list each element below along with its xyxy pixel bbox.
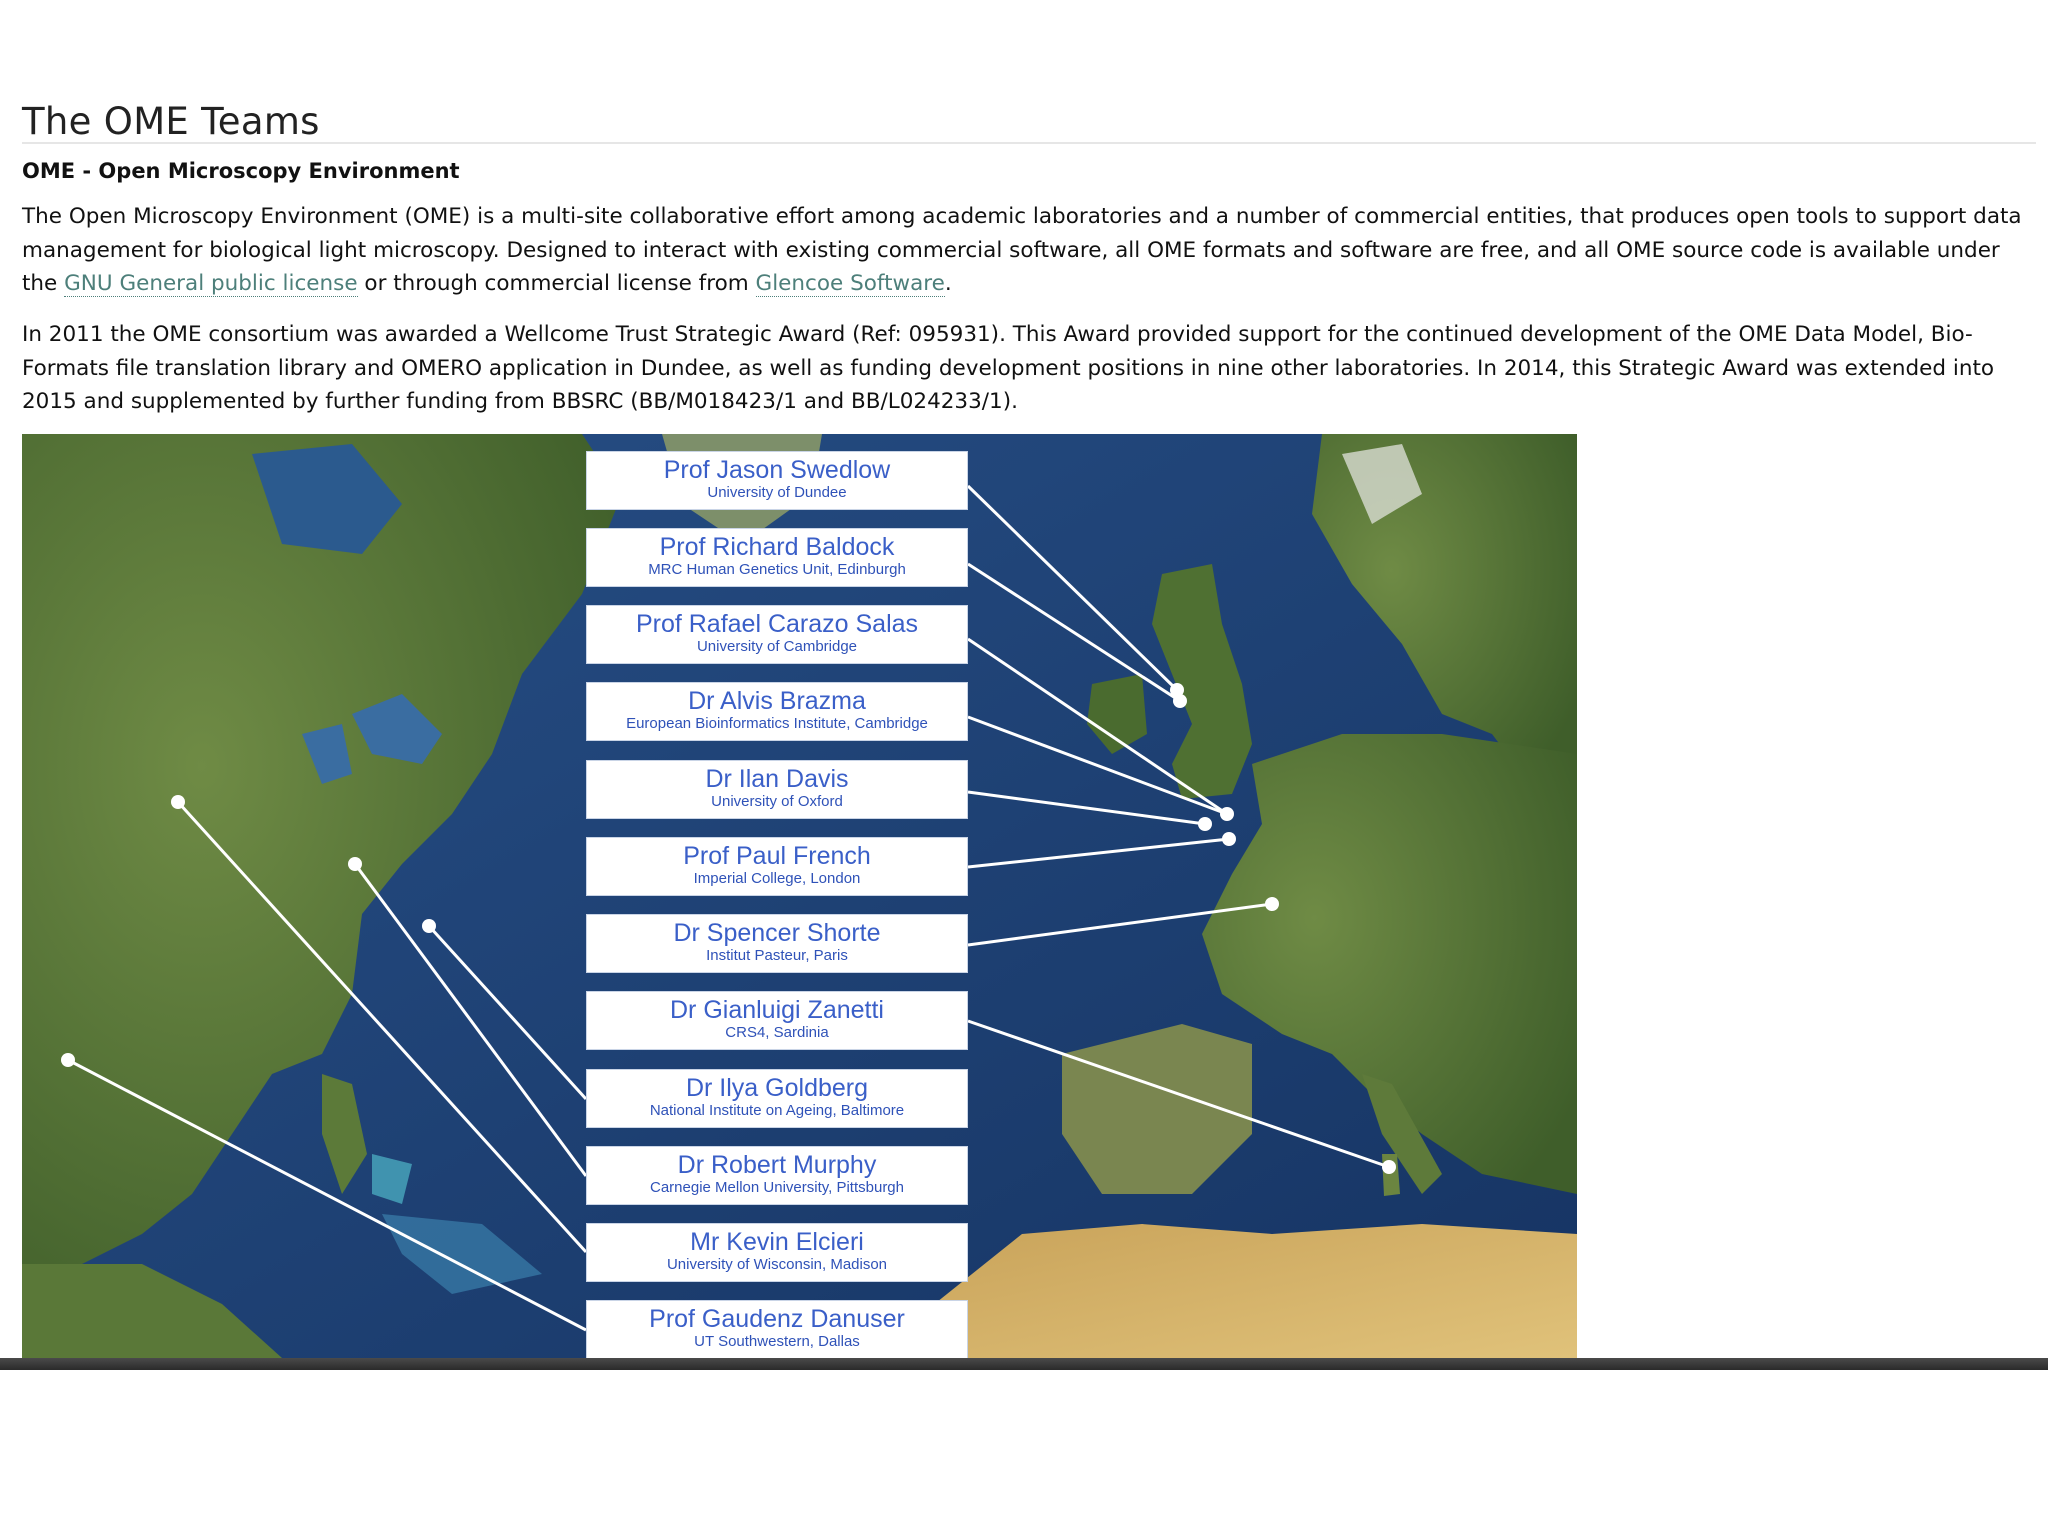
intro-text-3: . [944, 271, 952, 296]
dot-paris [1265, 897, 1279, 911]
member-institution: University of Oxford [711, 793, 843, 810]
intro-text-2: or through commercial license from [357, 271, 756, 296]
north-africa [922, 1224, 1577, 1358]
member-name: Dr Ilan Davis [705, 765, 849, 793]
member-institution: European Bioinformatics Institute, Cambridge [626, 715, 928, 732]
member-card-swedlow [586, 451, 968, 510]
member-institution: Imperial College, London [693, 870, 861, 887]
member-name: Prof Paul French [683, 842, 871, 870]
intro-text-1: The Open Microscopy Environment (OME) is a multi-site collaborative effort among academic laboratories and a number of commercial entities, that produces open tools to support data management for biological light microscopy. Designed to interact with existing commercial software, all OME formats and software are free, and all OME source code is available under the [22, 204, 2022, 296]
dot-cambridge [1220, 807, 1234, 821]
member-name: Dr Alvis Brazma [688, 687, 866, 715]
member-institution: UT Southwestern, Dallas [694, 1333, 860, 1350]
title-divider [22, 142, 2036, 144]
member-name: Dr Robert Murphy [677, 1151, 877, 1179]
member-institution: University of Wisconsin, Madison [666, 1256, 888, 1273]
bottom-toolbar-strip [0, 1358, 2048, 1370]
award-paragraph: In 2011 the OME consortium was awarded a Wellcome Trust Strategic Award (Ref: 095931). This Award provided support for the continued development of the OME Data Model, Bio-Formats file translation library and OMERO application in Dundee, as well as funding development positions in nine other laboratories. In 2014, this Strategic Award was extended into 2015 and supplemented by further funding from BBSRC (BB/M018423/1 and BB/L024233/1). [22, 322, 1995, 414]
member-name: Dr Ilya Goldberg [685, 1074, 869, 1102]
member-name: Mr Kevin Elcieri [690, 1228, 864, 1256]
member-card-brazma [586, 682, 968, 741]
member-card-french [586, 837, 968, 896]
member-card-davis [586, 760, 968, 819]
dot-sardinia [1382, 1160, 1396, 1174]
dot-madison [171, 795, 185, 809]
member-name: Prof Jason Swedlow [663, 456, 891, 484]
glencoe-software-link[interactable]: Glencoe Software [755, 271, 945, 296]
member-institution: MRC Human Genetics Unit, Edinburgh [648, 561, 906, 578]
member-name: Dr Gianluigi Zanetti [670, 996, 884, 1024]
member-card-murphy [586, 1146, 968, 1205]
member-card-baldock [586, 528, 968, 587]
dot-london [1222, 832, 1236, 846]
member-card-shorte [586, 914, 968, 973]
member-card-carazo-salas [586, 605, 968, 664]
member-name: Prof Rafael Carazo Salas [635, 610, 919, 638]
member-card-goldberg [586, 1069, 968, 1128]
gnu-license-link[interactable]: GNU General public license [64, 271, 358, 296]
member-card-zanetti [586, 991, 968, 1050]
dot-pittsburgh [348, 857, 362, 871]
member-name: Dr Spencer Shorte [673, 919, 881, 947]
member-institution: Institut Pasteur, Paris [706, 947, 848, 964]
member-institution: Carnegie Mellon University, Pittsburgh [650, 1179, 904, 1196]
member-institution: University of Dundee [707, 484, 847, 501]
member-institution: University of Cambridge [696, 638, 858, 655]
section-subtitle: OME - Open Microscopy Environment [22, 159, 460, 183]
dot-oxford [1198, 817, 1212, 831]
member-name: Prof Richard Baldock [659, 533, 895, 561]
member-name: Prof Gaudenz Danuser [649, 1305, 905, 1333]
intro-paragraph [22, 200, 2036, 301]
member-institution: National Institute on Ageing, Baltimore [649, 1102, 905, 1119]
page-title: The OME Teams [22, 100, 320, 143]
member-institution: CRS4, Sardinia [725, 1024, 829, 1041]
dot-dallas [61, 1053, 75, 1067]
dot-edinburgh [1173, 694, 1187, 708]
member-card-elcieri [586, 1223, 968, 1282]
member-card-danuser [586, 1300, 968, 1358]
dot-baltimore [422, 919, 436, 933]
